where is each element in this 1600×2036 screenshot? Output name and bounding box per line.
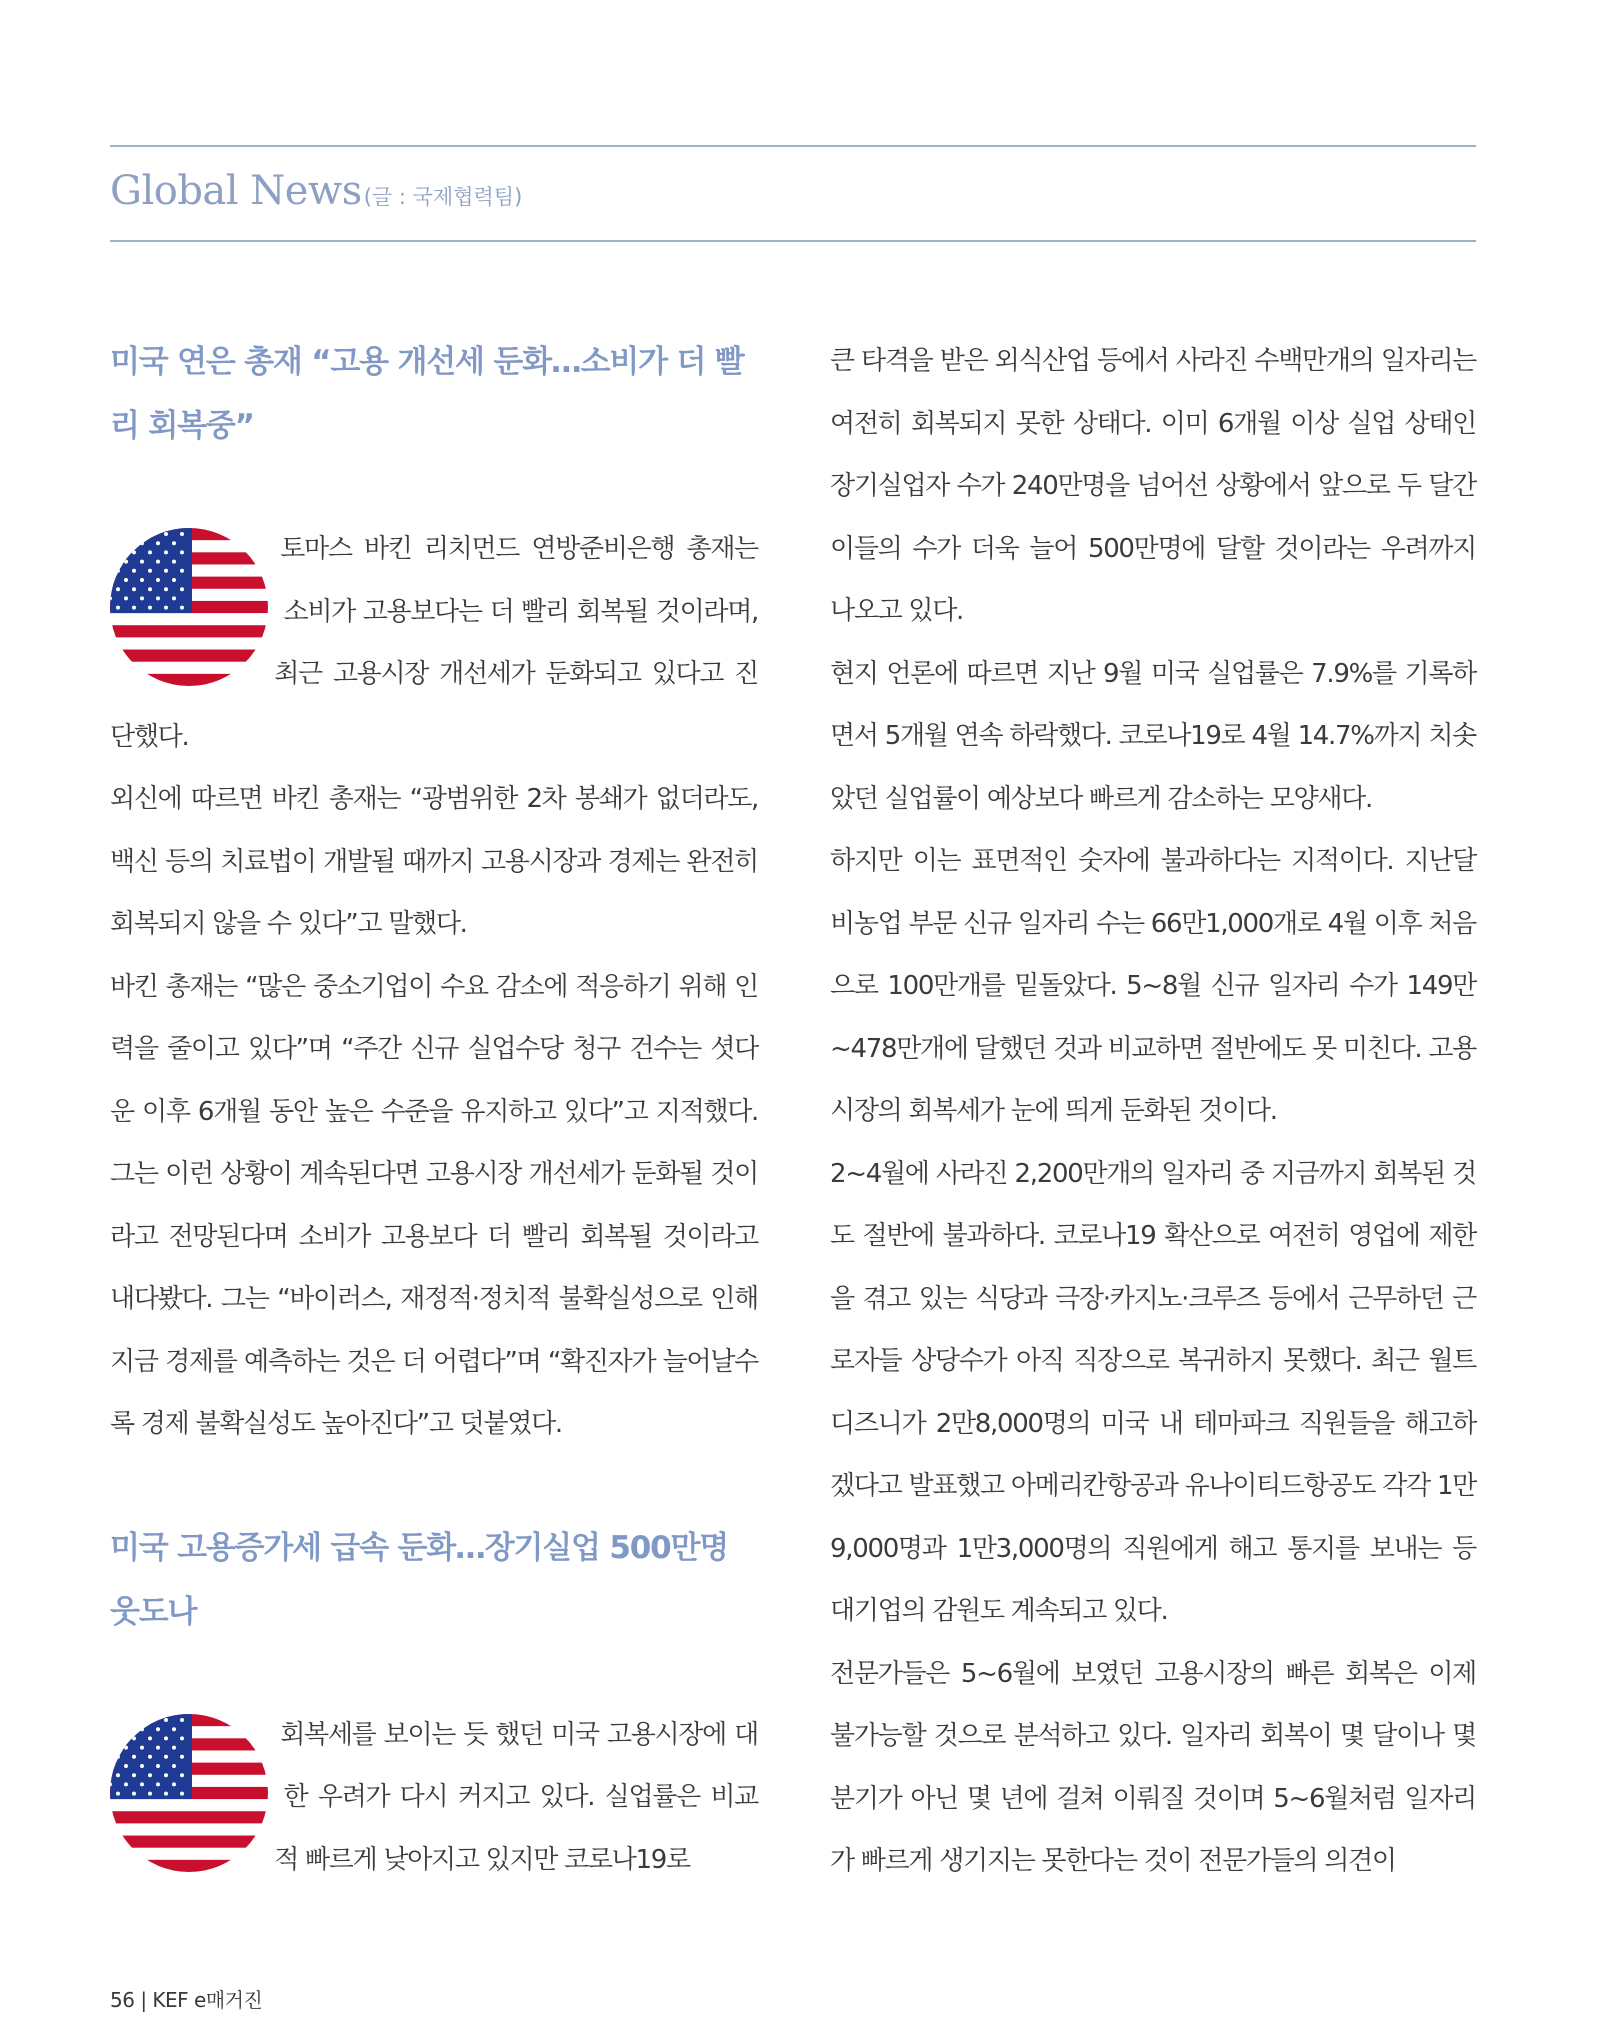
article-2-paragraph: 현지 언론에 따르면 지난 9월 미국 실업률은 7.9%를 기록하면서 5개월 연속 하락했다. 코로나19로 4월 14.7%까지 치솟았던 실업률이 예상보다 빠르게 감소하는 모양새다. (830, 658, 1476, 814)
article-2-intro: 회복세를 보이는 듯 했던 미국 고용시장에 대한 우려가 다시 커지고 있다. 실업률은 비교적 빠르게 낮아지고 있지만 코로나19로 (274, 1719, 758, 1875)
page-footer (110, 1984, 262, 2013)
article-2-paragraph: 큰 타격을 받은 외식산업 등에서 사라진 수백만개의 일자리는 여전히 회복되지 못한 상태다. 이미 6개월 이상 실업 상태인 장기실업자 수가 240만명을 넘어선 상황에서 앞으로 두 달간 이들의 수가 더욱 늘어 500만명에 달할 것이라는 우려까지 나오고 있다. (830, 346, 1476, 626)
article-1 (110, 330, 758, 1456)
footer-separator: | (140, 1988, 147, 2012)
article-2-paragraph: 전문가들은 5~6월에 보였던 고용시장의 빠른 회복은 이제 불가능할 것으로 분석하고 있다. 일자리 회복이 몇 달이나 몇 분기가 아닌 몇 년에 걸쳐 이뤄질 것이며 5~6월처럼 일자리가 빠르게 생기지는 못한다는 것이 전문가들의 의견이 (830, 1658, 1476, 1876)
page-number: 56 (110, 1988, 135, 2012)
masthead-top-rule (110, 145, 1476, 147)
article-2-headline: 미국 고용증가세 급속 둔화…장기실업 500만명 웃도나 (110, 1529, 728, 1630)
section-byline: (글 : 국제협력팀) (363, 185, 523, 209)
article-2-paragraph: 하지만 이는 표면적인 숫자에 불과하다는 지적이다. 지난달 비농업 부문 신규 일자리 수는 66만1,000개로 4월 이후 처음으로 100만개를 밑돌았다. 5~8월 신규 일자리 수가 149만~478만개에 달했던 것과 비교하면 절반에도 못 미친다. 고용시장의 회복세가 눈에 띄게 둔화된 것이다. (830, 846, 1476, 1126)
article-2 (110, 1516, 758, 1892)
article-1-paragraph: 외신에 따르면 바킨 총재는 “광범위한 2차 봉쇄가 없더라도, 백신 등의 치료법이 개발될 때까지 고용시장과 경제는 완전히 회복되지 않을 수 있다”고 말했다. (110, 784, 758, 939)
publication-name: KEF e매거진 (152, 1988, 263, 2012)
article-1-paragraph: 토마스 바킨 리치먼드 연방준비은행 총재는 소비가 고용보다는 더 빨리 회복될 것이라며, 최근 고용시장 개선세가 둔화되고 있다고 진단했다. (110, 534, 758, 752)
masthead (110, 168, 522, 228)
right-column (830, 330, 1476, 1893)
section-title: Global News (110, 168, 362, 214)
us-flag-icon (110, 1714, 268, 1872)
article-1-headline: 미국 연은 총재 “고용 개선세 둔화…소비가 더 빨리 회복중” (110, 344, 744, 444)
article-1-paragraph: 바킨 총재는 “많은 중소기업이 수요 감소에 적응하기 위해 인력을 줄이고 있다”며 “주간 신규 실업수당 청구 건수는 셧다운 이후 6개월 동안 높은 수준을 유지하고 있다”고 지적했다. 그는 이런 상황이 계속된다면 고용시장 개선세가 둔화될 것이라고 전망된다며 소비가 고용보다 더 빨리 회복될 것이라고 내다봤다. 그는 “바이러스, 재정적·정치적 불확실성으로 인해 지금 경제를 예측하는 것은 더 어렵다”며 “확진자가 늘어날수록 경제 불확실성도 높아진다”고 덧붙였다. (110, 971, 758, 1439)
us-flag-icon (110, 528, 268, 686)
article-2-paragraph: 2~4월에 사라진 2,200만개의 일자리 중 지금까지 회복된 것도 절반에 불과하다. 코로나19 확산으로 여전히 영업에 제한을 겪고 있는 식당과 극장·카지노·크루즈 등에서 근무하던 근로자들 상당수가 아직 직장으로 복귀하지 못했다. 최근 월트디즈니가 2만8,000명의 미국 내 테마파크 직원들을 해고하겠다고 발표했고 아메리칸항공과 유나이티드항공도 각각 1만9,000명과 1만3,000명의 직원에게 해고 통지를 보내는 등 대기업의 감원도 계속되고 있다. (830, 1158, 1476, 1626)
left-column (110, 330, 758, 1891)
masthead-bottom-rule (110, 240, 1476, 242)
